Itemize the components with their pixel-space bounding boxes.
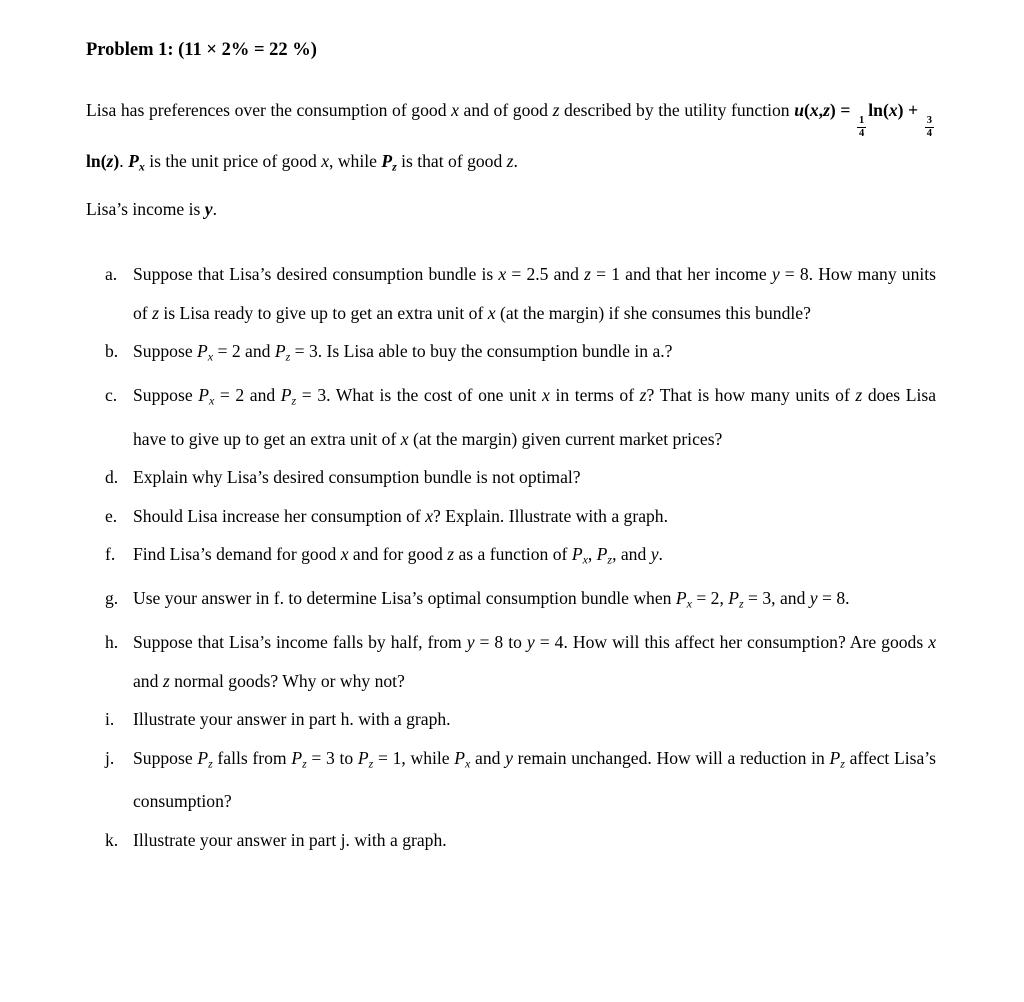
- question-label: e.: [105, 505, 118, 526]
- question-item: [86, 700, 936, 739]
- question-text: Should Lisa increase her consumption of x? Explain. Illustrate with a graph.: [133, 505, 668, 526]
- intro-paragraph-income: Lisa’s income is y.: [86, 199, 217, 220]
- question-text: Suppose that Lisa’s desired consumption bundle is x = 2.5 and z = 1 and that her income y = 8. How many units of z is Lisa ready to give up to get an extra unit of x (at the margin) if she consumes this bundle?: [133, 264, 937, 323]
- question-text: Suppose $P_x = 2$ and $P_z = 3$. Is Lisa able to buy the consumption bundle in a.?: [133, 341, 673, 364]
- question-label: a.: [105, 264, 118, 285]
- question-label: b.: [105, 341, 119, 362]
- question-item: [86, 623, 936, 700]
- question-item: [86, 739, 936, 821]
- question-label: d.: [105, 467, 119, 488]
- question-item: [86, 458, 936, 497]
- question-item: [86, 821, 936, 860]
- question-label: j.: [105, 747, 115, 768]
- question-label: f.: [105, 544, 116, 565]
- question-item: [86, 497, 936, 536]
- question-item: [86, 332, 936, 376]
- question-label: c.: [105, 385, 118, 406]
- question-text: Illustrate your answer in part j. with a graph.: [133, 829, 447, 850]
- problem-title: Problem 1: (11 × 2% = 22 %): [86, 40, 317, 60]
- question-label: g.: [105, 588, 119, 609]
- question-label: i.: [105, 709, 115, 730]
- question-item: [86, 255, 936, 332]
- question-item: [86, 579, 936, 623]
- question-text: Explain why Lisa’s desired consumption bundle is not optimal?: [133, 467, 581, 488]
- intro-paragraph: Lisa has preferences over the consumption of good x and of good z described by the utility function u(x,z) = $\frac{1}{4}$ ln(x) + $\frac{3}{4}$ ln(z). $P_x$ is the unit price of good x, while $P_z$ is that of good z.: [86, 100, 933, 174]
- question-label: k.: [105, 829, 119, 850]
- question-text: Suppose $P_x = 2$ and $P_z = 3$. What is the cost of one unit x in terms of z? That is how many units of z does Lisa have to give up to get an extra unit of x (at the margin) given current market prices?: [133, 385, 937, 449]
- question-text: Use your answer in f. to determine Lisa’s optimal consumption bundle when $P_x = 2$, $P_z = 3$, and y = 8.: [133, 588, 850, 611]
- question-text: Suppose $P_z$ falls from $P_z = 3$ to $P_z = 1$, while $P_x$ and y remain unchanged. How will a reduction in $P_z$ affect Lisa’s consumption?: [133, 747, 937, 812]
- question-label: h.: [105, 632, 119, 653]
- question-text: Suppose that Lisa’s income falls by half, from y = 8 to y = 4. How will this affect her consumption? Are goods x and z normal goods? Why or why not?: [133, 632, 937, 691]
- question-item: [86, 376, 936, 458]
- question-text: Illustrate your answer in part h. with a graph.: [133, 709, 451, 730]
- question-text: Find Lisa’s demand for good x and for good z as a function of $P_x$, $P_z$, and y.: [133, 544, 663, 567]
- question-item: [86, 535, 936, 579]
- question-list: [86, 255, 936, 859]
